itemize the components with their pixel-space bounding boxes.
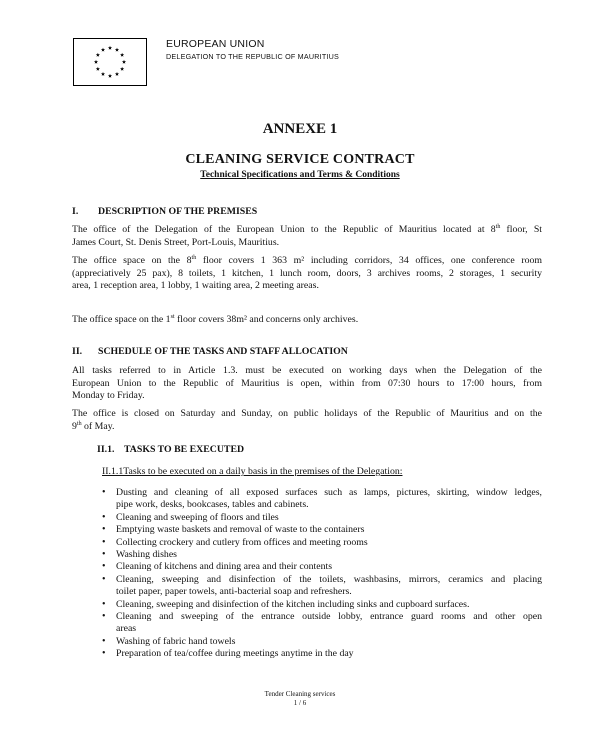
daily-tasks-intro: II.1.1Tasks to be executed on a daily basis in the premises of the Delegation: <box>102 466 403 477</box>
eu-flag-logo <box>73 38 147 86</box>
section-number: II. <box>72 346 83 357</box>
star-icon <box>96 53 100 57</box>
star-icon <box>96 67 100 71</box>
section-2-heading <box>72 346 348 357</box>
daily-tasks-list <box>102 487 542 661</box>
footer-title: Tender Cleaning services <box>264 690 336 698</box>
list-item: • Emptying waste baskets and removal of waste to the containers <box>102 524 542 536</box>
list-item: • Preparation of tea/coffee during meetings anytime in the day <box>102 648 542 660</box>
list-item: • Washing dishes <box>102 549 542 561</box>
star-icon <box>101 72 105 76</box>
subsection-number: II.1. <box>97 444 115 455</box>
list-item: • Cleaning, sweeping and disinfection of the kitchen including sinks and cupboard surfaces. <box>102 599 542 611</box>
subsection-title: TASKS TO BE EXECUTED <box>124 444 245 455</box>
list-item: • Washing of fabric hand towels <box>102 636 542 648</box>
list-item: • Cleaning and sweeping of the entrance outside lobby, entrance guard rooms and other open areas <box>102 611 542 636</box>
star-icon <box>94 60 98 64</box>
list-item: • Cleaning of kitchens and dining area and their contents <box>102 561 542 573</box>
schedule-paragraph-1: All tasks referred to in Article 1.3. must be executed on working days when the Delegation of the European Union to the Republic of Mauritius is open, within from 07:30 hours to 17:00 hours, from Monday to Friday. <box>72 365 542 402</box>
section-title: SCHEDULE OF THE TASKS AND STAFF ALLOCATION <box>98 346 348 357</box>
premises-paragraph-1: The office of the Delegation of the European Union to the Republic of Mauritius located at 8th floor, St James Court, St. Denis Street, Port-Louis, Mauritius. <box>72 224 542 248</box>
star-icon <box>115 48 119 52</box>
star-icon <box>108 74 112 78</box>
star-icon <box>120 53 124 57</box>
org-name: EUROPEAN UNION <box>166 38 265 50</box>
premises-paragraph-2: The office space on the 8th floor covers 1 363 m² including corridors, 34 offices, one conference room (appreciatively 25 pax), 8 toilets, 1 kitchen, 1 lunch room, doors, 3 archives rooms, 2 storages, 1 security area, 1 reception area, 1 lobby, 1 waiting area, 2 meeting areas. <box>72 255 542 292</box>
star-icon <box>115 72 119 76</box>
contract-title: CLEANING SERVICE CONTRACT <box>185 152 415 167</box>
section-number: I. <box>72 206 79 217</box>
list-item: • Dusting and cleaning of all exposed surfaces such as lamps, pictures, skirting, window ledges, pipe work, desks, bookcases, tables and cabinets. <box>102 487 542 512</box>
list-item: • Cleaning, sweeping and disinfection of the toilets, washbasins, mirrors, ceramics and placing toilet paper, paper towels, anti-bacterial soap and refreshers. <box>102 574 542 599</box>
star-icon <box>120 67 124 71</box>
delegation-name: DELEGATION TO THE REPUBLIC OF MAURITIUS <box>166 52 340 61</box>
star-icon <box>101 48 105 52</box>
subsection-heading <box>97 444 244 455</box>
premises-paragraph-3: The office space on the 1st floor covers 38m² and concerns only archives. <box>72 314 359 325</box>
star-icon <box>122 60 126 64</box>
page-number: 1 / 6 <box>293 699 307 707</box>
list-item: • Cleaning and sweeping of floors and tiles <box>102 512 542 524</box>
section-title: DESCRIPTION OF THE PREMISES <box>98 206 258 217</box>
contract-subtitle: Technical Specifications and Terms & Conditions <box>200 170 400 180</box>
annexe-title: ANNEXE 1 <box>262 121 338 137</box>
section-1-heading <box>72 206 257 217</box>
list-item: • Collecting crockery and cutlery from offices and meeting rooms <box>102 537 542 549</box>
star-icon <box>108 46 112 50</box>
schedule-paragraph-2: The office is closed on Saturday and Sunday, on public holidays of the Republic of Mauritius and on the 9th of May. <box>72 408 542 432</box>
